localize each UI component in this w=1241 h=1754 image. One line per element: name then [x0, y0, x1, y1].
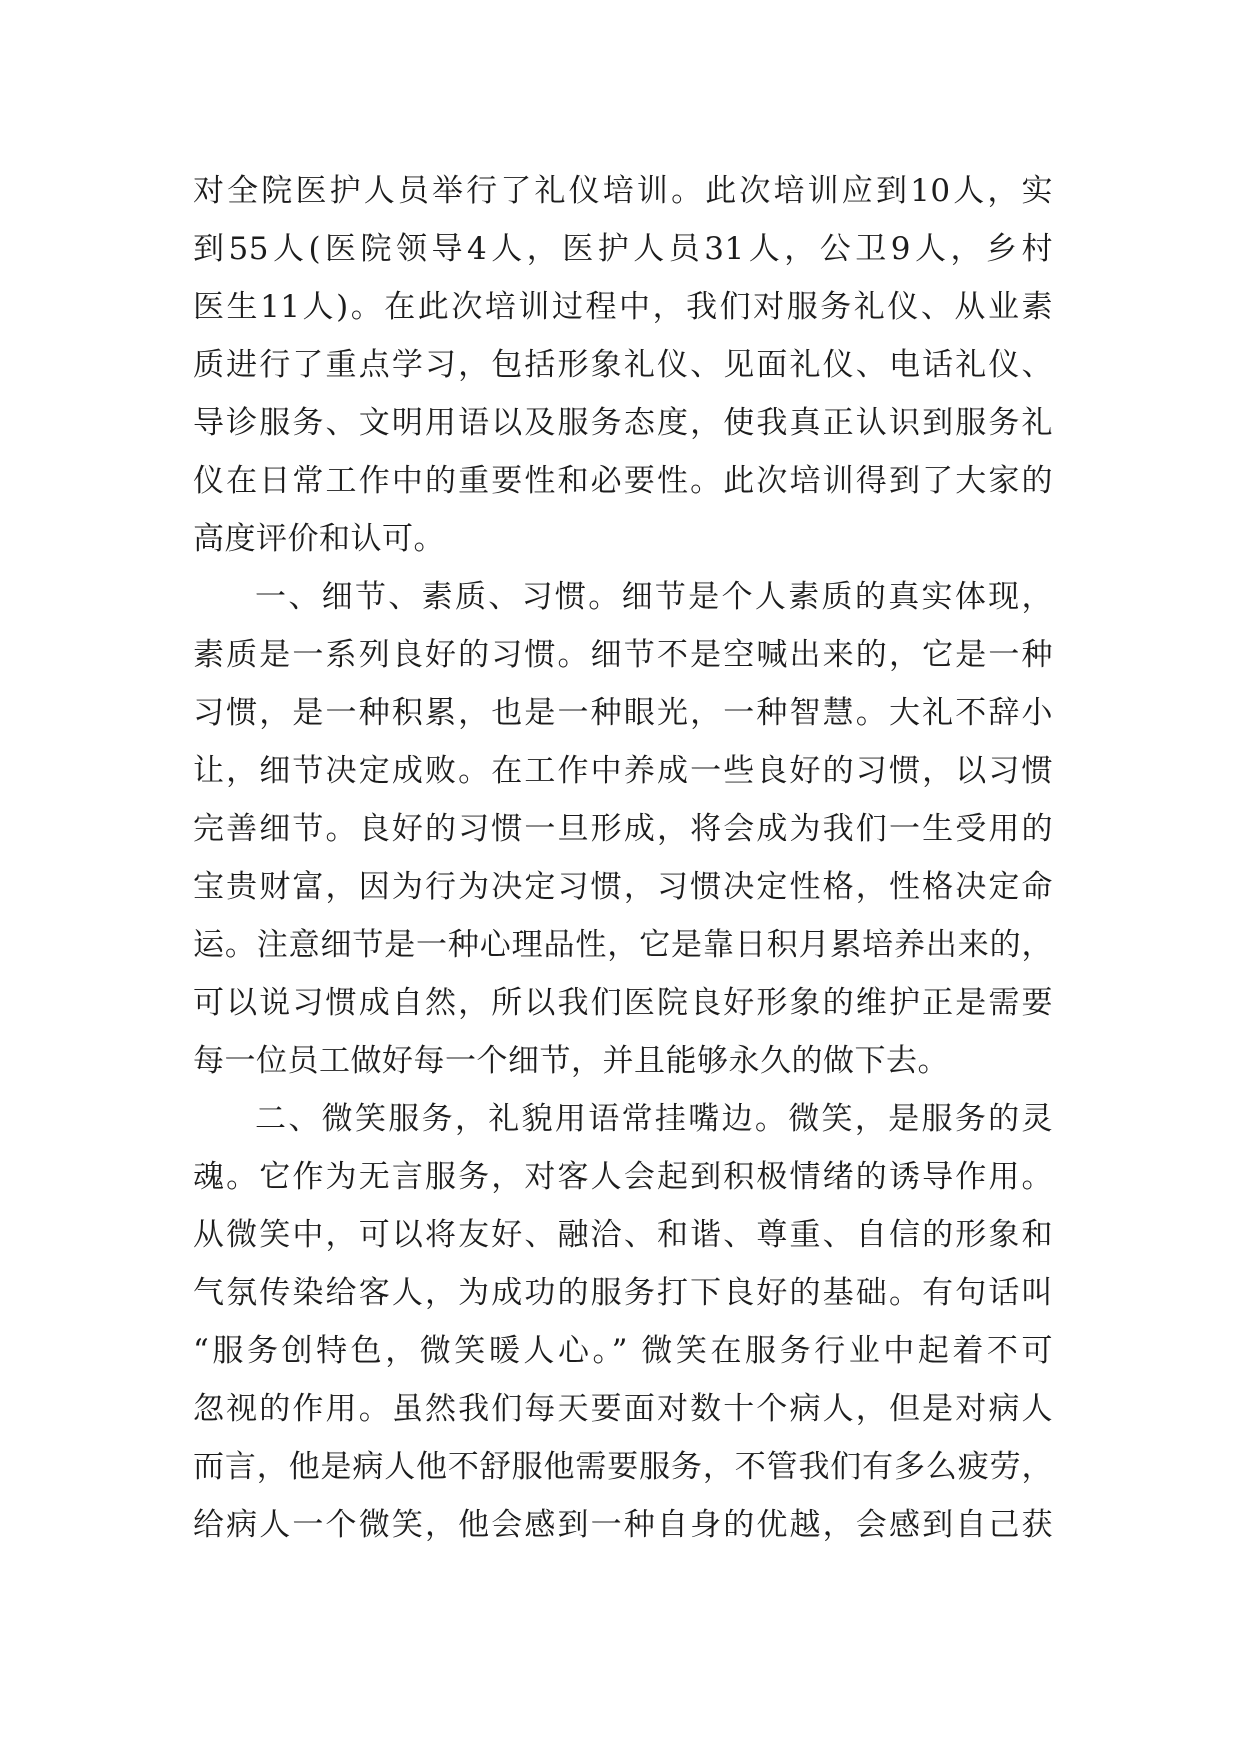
text-line: 从微笑中，可以将友好、融洽、和谐、尊重、自信的形象和 — [193, 1217, 1053, 1253]
text-line: 到55人(医院领导4人，医护人员31人，公卫9人，乡村 — [193, 231, 1053, 267]
text-line: 导诊服务、文明用语以及服务态度，使我真正认识到服务礼 — [193, 405, 1053, 441]
text-line: 运。注意细节是一种心理品性，它是靠日积月累培养出来的， — [193, 927, 1053, 963]
text-line: 医生11人)。在此次培训过程中，我们对服务礼仪、从业素 — [193, 289, 1053, 325]
text-line: 二、微笑服务，礼貌用语常挂嘴边。微笑，是服务的灵 — [255, 1101, 1053, 1137]
text-line: 素质是一系列良好的习惯。细节不是空喊出来的，它是一种 — [193, 637, 1053, 673]
text-line: 质进行了重点学习，包括形象礼仪、见面礼仪、电话礼仪、 — [193, 347, 1053, 383]
text-line: 可以说习惯成自然，所以我们医院良好形象的维护正是需要 — [193, 985, 1053, 1021]
text-line: 给病人一个微笑，他会感到一种自身的优越，会感到自己获 — [193, 1507, 1053, 1543]
text-line: 而言，他是病人他不舒服他需要服务，不管我们有多么疲劳， — [193, 1449, 1053, 1485]
text-line: 一、细节、素质、习惯。细节是个人素质的真实体现， — [255, 579, 1053, 615]
text-line: 仪在日常工作中的重要性和必要性。此次培训得到了大家的 — [193, 463, 1053, 499]
text-line: 完善细节。良好的习惯一旦形成，将会成为我们一生受用的 — [193, 811, 1053, 847]
text-line: 每一位员工做好每一个细节，并且能够永久的做下去。 — [193, 1043, 949, 1079]
text-line: 忽视的作用。虽然我们每天要面对数十个病人，但是对病人 — [193, 1391, 1053, 1427]
text-line: 习惯，是一种积累，也是一种眼光，一种智慧。大礼不辞小 — [193, 695, 1053, 731]
text-line: 宝贵财富，因为行为决定习惯，习惯决定性格，性格决定命 — [193, 869, 1053, 905]
text-line: “服务创特色，微笑暖人心。” 微笑在服务行业中起着不可 — [193, 1333, 1053, 1369]
document-body — [193, 162, 1053, 1554]
text-line: 对全院医护人员举行了礼仪培训。此次培训应到10人，实 — [193, 173, 1053, 209]
text-line: 让，细节决定成败。在工作中养成一些良好的习惯，以习惯 — [193, 753, 1053, 789]
text-line: 魂。它作为无言服务，对客人会起到积极情绪的诱导作用。 — [193, 1159, 1053, 1195]
text-line: 气氛传染给客人，为成功的服务打下良好的基础。有句话叫 — [193, 1275, 1053, 1311]
text-line: 高度评价和认可。 — [193, 521, 445, 557]
